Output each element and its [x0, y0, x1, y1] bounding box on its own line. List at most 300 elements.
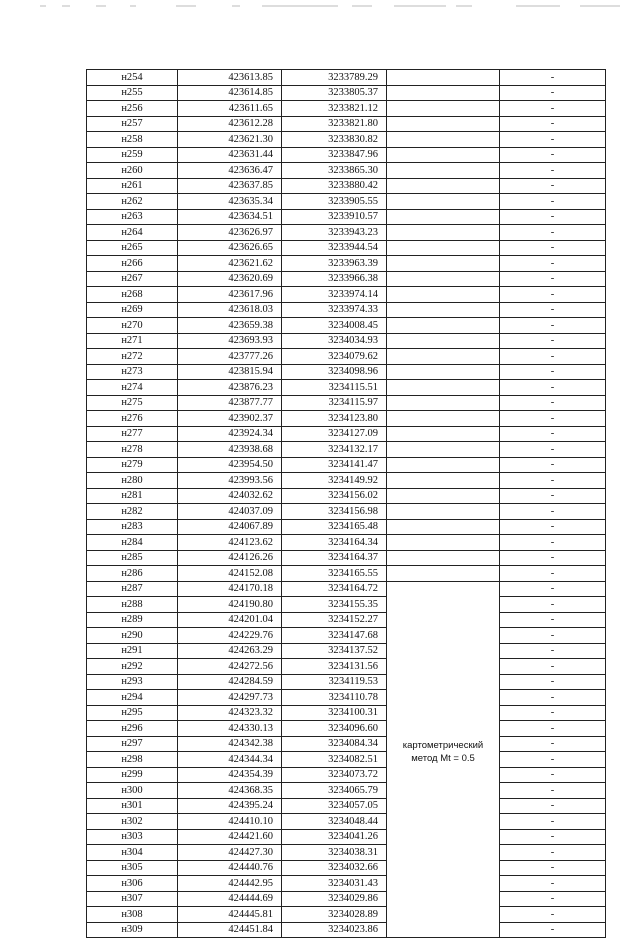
- value-cell: -: [500, 736, 606, 752]
- x-coordinate-cell: 424263.29: [178, 643, 282, 659]
- y-coordinate-cell: 3234032.66: [282, 860, 387, 876]
- x-coordinate-cell: 424342.38: [178, 736, 282, 752]
- y-coordinate-cell: 3234115.97: [282, 395, 387, 411]
- method-cell: [387, 829, 500, 845]
- y-coordinate-cell: 3233880.42: [282, 178, 387, 194]
- point-id-cell: н280: [87, 473, 178, 489]
- y-coordinate-cell: 3234084.34: [282, 736, 387, 752]
- value-cell: -: [500, 473, 606, 489]
- y-coordinate-cell: 3233944.54: [282, 240, 387, 256]
- point-id-cell: н263: [87, 209, 178, 225]
- method-cell: [387, 240, 500, 256]
- y-coordinate-cell: 3234123.80: [282, 411, 387, 427]
- x-coordinate-cell: 423634.51: [178, 209, 282, 225]
- x-coordinate-cell: 423993.56: [178, 473, 282, 489]
- point-id-cell: н264: [87, 225, 178, 241]
- value-cell: -: [500, 566, 606, 582]
- value-cell: -: [500, 643, 606, 659]
- table-row: [87, 535, 606, 551]
- value-cell: -: [500, 860, 606, 876]
- point-id-cell: н309: [87, 922, 178, 938]
- point-id-cell: н281: [87, 488, 178, 504]
- x-coordinate-cell: 423636.47: [178, 163, 282, 179]
- y-coordinate-cell: 3234152.27: [282, 612, 387, 628]
- value-cell: -: [500, 705, 606, 721]
- table-row: [87, 395, 606, 411]
- value-cell: -: [500, 85, 606, 101]
- point-id-cell: н307: [87, 891, 178, 907]
- table-row: [87, 922, 606, 938]
- method-cell: [387, 132, 500, 148]
- point-id-cell: н302: [87, 814, 178, 830]
- method-cell: [387, 705, 500, 721]
- y-coordinate-cell: 3234165.48: [282, 519, 387, 535]
- method-cell: [387, 442, 500, 458]
- method-cell: [387, 364, 500, 380]
- table-row: [87, 643, 606, 659]
- method-cell: [387, 721, 500, 737]
- x-coordinate-cell: 423876.23: [178, 380, 282, 396]
- x-coordinate-cell: 424440.76: [178, 860, 282, 876]
- table-body-lower: [87, 581, 606, 938]
- value-cell: -: [500, 597, 606, 613]
- y-coordinate-cell: 3233966.38: [282, 271, 387, 287]
- method-cell: [387, 504, 500, 520]
- table-row: [87, 209, 606, 225]
- value-cell: -: [500, 194, 606, 210]
- table-row: [87, 628, 606, 644]
- x-coordinate-cell: 424344.34: [178, 752, 282, 768]
- method-cell: [387, 876, 500, 892]
- table-row: [87, 845, 606, 861]
- y-coordinate-cell: 3234165.55: [282, 566, 387, 582]
- value-cell: -: [500, 101, 606, 117]
- value-cell: -: [500, 674, 606, 690]
- value-cell: -: [500, 147, 606, 163]
- table-row: [87, 814, 606, 830]
- value-cell: -: [500, 163, 606, 179]
- table-row: [87, 488, 606, 504]
- value-cell: -: [500, 752, 606, 768]
- x-coordinate-cell: 424067.89: [178, 519, 282, 535]
- y-coordinate-cell: 3233974.33: [282, 302, 387, 318]
- method-cell: [387, 612, 500, 628]
- y-coordinate-cell: 3234029.86: [282, 891, 387, 907]
- x-coordinate-cell: 423621.62: [178, 256, 282, 272]
- y-coordinate-cell: 3233963.39: [282, 256, 387, 272]
- value-cell: -: [500, 364, 606, 380]
- method-cell: [387, 767, 500, 783]
- y-coordinate-cell: 3234100.31: [282, 705, 387, 721]
- method-cell: [387, 783, 500, 799]
- table-row: [87, 860, 606, 876]
- table-row: [87, 705, 606, 721]
- method-cell: [387, 473, 500, 489]
- point-id-cell: н287: [87, 581, 178, 597]
- x-coordinate-cell: 424126.26: [178, 550, 282, 566]
- method-cell: [387, 550, 500, 566]
- value-cell: -: [500, 380, 606, 396]
- value-cell: -: [500, 814, 606, 830]
- point-id-cell: н274: [87, 380, 178, 396]
- table-row: [87, 132, 606, 148]
- table-row: [87, 783, 606, 799]
- point-id-cell: н289: [87, 612, 178, 628]
- y-coordinate-cell: 3234156.02: [282, 488, 387, 504]
- point-id-cell: н290: [87, 628, 178, 644]
- x-coordinate-cell: 423635.34: [178, 194, 282, 210]
- point-id-cell: н262: [87, 194, 178, 210]
- coordinates-table: [86, 69, 606, 938]
- value-cell: -: [500, 225, 606, 241]
- x-coordinate-cell: 424229.76: [178, 628, 282, 644]
- y-coordinate-cell: 3234031.43: [282, 876, 387, 892]
- table-row: [87, 798, 606, 814]
- y-coordinate-cell: 3234164.72: [282, 581, 387, 597]
- value-cell: -: [500, 783, 606, 799]
- table-row: [87, 240, 606, 256]
- point-id-cell: н255: [87, 85, 178, 101]
- x-coordinate-cell: 424272.56: [178, 659, 282, 675]
- y-coordinate-cell: 3234008.45: [282, 318, 387, 334]
- x-coordinate-cell: 423614.85: [178, 85, 282, 101]
- point-id-cell: н258: [87, 132, 178, 148]
- method-cell: [387, 333, 500, 349]
- x-coordinate-cell: 423637.85: [178, 178, 282, 194]
- y-coordinate-cell: 3234023.86: [282, 922, 387, 938]
- table-row: [87, 333, 606, 349]
- value-cell: -: [500, 457, 606, 473]
- value-cell: -: [500, 349, 606, 365]
- point-id-cell: н294: [87, 690, 178, 706]
- x-coordinate-cell: 423877.77: [178, 395, 282, 411]
- x-coordinate-cell: 423626.97: [178, 225, 282, 241]
- method-cell: [387, 426, 500, 442]
- table-row: [87, 70, 606, 86]
- value-cell: -: [500, 178, 606, 194]
- y-coordinate-cell: 3234155.35: [282, 597, 387, 613]
- y-coordinate-cell: 3234041.26: [282, 829, 387, 845]
- method-cell: [387, 566, 500, 582]
- method-cell: [387, 395, 500, 411]
- value-cell: -: [500, 798, 606, 814]
- method-cell: [387, 922, 500, 938]
- y-coordinate-cell: 3233821.12: [282, 101, 387, 117]
- y-coordinate-cell: 3234079.62: [282, 349, 387, 365]
- point-id-cell: н286: [87, 566, 178, 582]
- table-row: [87, 411, 606, 427]
- table-row: [87, 225, 606, 241]
- x-coordinate-cell: 424421.60: [178, 829, 282, 845]
- x-coordinate-cell: 423631.44: [178, 147, 282, 163]
- table-row: [87, 426, 606, 442]
- x-coordinate-cell: 424395.24: [178, 798, 282, 814]
- method-cell: [387, 318, 500, 334]
- point-id-cell: н277: [87, 426, 178, 442]
- point-id-cell: н300: [87, 783, 178, 799]
- y-coordinate-cell: 3234048.44: [282, 814, 387, 830]
- x-coordinate-cell: 423693.93: [178, 333, 282, 349]
- point-id-cell: н268: [87, 287, 178, 303]
- point-id-cell: н270: [87, 318, 178, 334]
- value-cell: -: [500, 302, 606, 318]
- x-coordinate-cell: 424354.39: [178, 767, 282, 783]
- x-coordinate-cell: 423902.37: [178, 411, 282, 427]
- y-coordinate-cell: 3234132.17: [282, 442, 387, 458]
- y-coordinate-cell: 3233847.96: [282, 147, 387, 163]
- point-id-cell: н284: [87, 535, 178, 551]
- point-id-cell: н299: [87, 767, 178, 783]
- method-cell: [387, 690, 500, 706]
- point-id-cell: н272: [87, 349, 178, 365]
- point-id-cell: н259: [87, 147, 178, 163]
- table-row: [87, 612, 606, 628]
- y-coordinate-cell: 3234115.51: [282, 380, 387, 396]
- table-row: [87, 907, 606, 923]
- method-cell: [387, 163, 500, 179]
- y-coordinate-cell: 3233805.37: [282, 85, 387, 101]
- y-coordinate-cell: 3234073.72: [282, 767, 387, 783]
- point-id-cell: н303: [87, 829, 178, 845]
- point-id-cell: н282: [87, 504, 178, 520]
- x-coordinate-cell: 424323.32: [178, 705, 282, 721]
- y-coordinate-cell: 3233974.14: [282, 287, 387, 303]
- table-row: [87, 318, 606, 334]
- value-cell: -: [500, 488, 606, 504]
- point-id-cell: н267: [87, 271, 178, 287]
- x-coordinate-cell: 423815.94: [178, 364, 282, 380]
- table-row: [87, 101, 606, 117]
- point-id-cell: н285: [87, 550, 178, 566]
- table-row: [87, 674, 606, 690]
- point-id-cell: н292: [87, 659, 178, 675]
- x-coordinate-cell: 424451.84: [178, 922, 282, 938]
- x-coordinate-cell: 424037.09: [178, 504, 282, 520]
- x-coordinate-cell: 424032.62: [178, 488, 282, 504]
- point-id-cell: н254: [87, 70, 178, 86]
- y-coordinate-cell: 3234034.93: [282, 333, 387, 349]
- method-cell: [387, 519, 500, 535]
- method-cell: [387, 628, 500, 644]
- point-id-cell: н257: [87, 116, 178, 132]
- table-row: [87, 116, 606, 132]
- x-coordinate-cell: 424284.59: [178, 674, 282, 690]
- table-row: [87, 178, 606, 194]
- method-cell: [387, 101, 500, 117]
- point-id-cell: н261: [87, 178, 178, 194]
- x-coordinate-cell: 423611.65: [178, 101, 282, 117]
- table-row: [87, 519, 606, 535]
- value-cell: -: [500, 240, 606, 256]
- table-row: [87, 597, 606, 613]
- value-cell: -: [500, 70, 606, 86]
- x-coordinate-cell: 424444.69: [178, 891, 282, 907]
- point-id-cell: н269: [87, 302, 178, 318]
- table-row: [87, 876, 606, 892]
- value-cell: -: [500, 628, 606, 644]
- x-coordinate-cell: 423617.96: [178, 287, 282, 303]
- x-coordinate-cell: 424427.30: [178, 845, 282, 861]
- x-coordinate-cell: 424190.80: [178, 597, 282, 613]
- value-cell: -: [500, 581, 606, 597]
- method-cell: [387, 798, 500, 814]
- x-coordinate-cell: 424123.62: [178, 535, 282, 551]
- x-coordinate-cell: 424201.04: [178, 612, 282, 628]
- y-coordinate-cell: 3234127.09: [282, 426, 387, 442]
- point-id-cell: н283: [87, 519, 178, 535]
- table-row: [87, 302, 606, 318]
- y-coordinate-cell: 3234096.60: [282, 721, 387, 737]
- table-row: [87, 287, 606, 303]
- method-cell: [387, 535, 500, 551]
- point-id-cell: н296: [87, 721, 178, 737]
- method-cell: [387, 147, 500, 163]
- value-cell: -: [500, 442, 606, 458]
- y-coordinate-cell: 3233821.80: [282, 116, 387, 132]
- x-coordinate-cell: 423626.65: [178, 240, 282, 256]
- value-cell: -: [500, 132, 606, 148]
- point-id-cell: н279: [87, 457, 178, 473]
- value-cell: -: [500, 116, 606, 132]
- value-cell: -: [500, 411, 606, 427]
- table-row: [87, 566, 606, 582]
- table-row: [87, 581, 606, 597]
- method-cell: [387, 674, 500, 690]
- table-row: [87, 721, 606, 737]
- table-row: [87, 194, 606, 210]
- y-coordinate-cell: 3234028.89: [282, 907, 387, 923]
- value-cell: -: [500, 876, 606, 892]
- table-row: [87, 473, 606, 489]
- table-row: [87, 659, 606, 675]
- value-cell: -: [500, 333, 606, 349]
- method-cell: [387, 457, 500, 473]
- y-coordinate-cell: 3234149.92: [282, 473, 387, 489]
- y-coordinate-cell: 3234137.52: [282, 643, 387, 659]
- method-cell: [387, 845, 500, 861]
- y-coordinate-cell: 3234038.31: [282, 845, 387, 861]
- x-coordinate-cell: 424297.73: [178, 690, 282, 706]
- point-id-cell: н304: [87, 845, 178, 861]
- value-cell: -: [500, 922, 606, 938]
- value-cell: -: [500, 287, 606, 303]
- method-cell: [387, 287, 500, 303]
- table-row: [87, 457, 606, 473]
- method-cell: [387, 891, 500, 907]
- method-cell: [387, 488, 500, 504]
- point-id-cell: н297: [87, 736, 178, 752]
- method-cell: [387, 380, 500, 396]
- table-row: [87, 271, 606, 287]
- y-coordinate-cell: 3234082.51: [282, 752, 387, 768]
- y-coordinate-cell: 3233943.23: [282, 225, 387, 241]
- table-row: [87, 504, 606, 520]
- y-coordinate-cell: 3234156.98: [282, 504, 387, 520]
- point-id-cell: н298: [87, 752, 178, 768]
- table-row: [87, 163, 606, 179]
- point-id-cell: н265: [87, 240, 178, 256]
- x-coordinate-cell: 424152.08: [178, 566, 282, 582]
- point-id-cell: н288: [87, 597, 178, 613]
- coordinates-table-container: [86, 69, 592, 938]
- x-coordinate-cell: 423620.69: [178, 271, 282, 287]
- method-cell: [387, 194, 500, 210]
- value-cell: -: [500, 829, 606, 845]
- method-cell: [387, 581, 500, 597]
- table-row: [87, 891, 606, 907]
- scan-artifact-marks: [0, 0, 640, 14]
- point-id-cell: н291: [87, 643, 178, 659]
- scan-header-noise: [0, 0, 640, 14]
- point-id-cell: н266: [87, 256, 178, 272]
- method-cell: [387, 411, 500, 427]
- value-cell: -: [500, 690, 606, 706]
- table-row: [87, 829, 606, 845]
- point-id-cell: н260: [87, 163, 178, 179]
- method-cell: [387, 116, 500, 132]
- table-row: [87, 690, 606, 706]
- method-cell: [387, 70, 500, 86]
- point-id-cell: н305: [87, 860, 178, 876]
- x-coordinate-cell: 423621.30: [178, 132, 282, 148]
- point-id-cell: н306: [87, 876, 178, 892]
- method-cell: [387, 85, 500, 101]
- method-label-line1: картометрический: [387, 736, 500, 752]
- table-row: [87, 256, 606, 272]
- value-cell: -: [500, 550, 606, 566]
- y-coordinate-cell: 3233905.55: [282, 194, 387, 210]
- x-coordinate-cell: 423659.38: [178, 318, 282, 334]
- y-coordinate-cell: 3234141.47: [282, 457, 387, 473]
- table-row: [87, 550, 606, 566]
- y-coordinate-cell: 3233910.57: [282, 209, 387, 225]
- method-cell: [387, 209, 500, 225]
- value-cell: -: [500, 426, 606, 442]
- method-cell: [387, 597, 500, 613]
- method-label-line2: метод Mt = 0.5: [387, 752, 500, 768]
- table-row: [87, 364, 606, 380]
- x-coordinate-cell: 424368.35: [178, 783, 282, 799]
- point-id-cell: н276: [87, 411, 178, 427]
- y-coordinate-cell: 3234119.53: [282, 674, 387, 690]
- value-cell: -: [500, 209, 606, 225]
- value-cell: -: [500, 659, 606, 675]
- value-cell: -: [500, 504, 606, 520]
- y-coordinate-cell: 3233789.29: [282, 70, 387, 86]
- method-cell: [387, 814, 500, 830]
- x-coordinate-cell: 424442.95: [178, 876, 282, 892]
- value-cell: -: [500, 318, 606, 334]
- table-body-upper: [87, 70, 606, 582]
- point-id-cell: н295: [87, 705, 178, 721]
- x-coordinate-cell: 423618.03: [178, 302, 282, 318]
- value-cell: -: [500, 907, 606, 923]
- value-cell: -: [500, 519, 606, 535]
- point-id-cell: н278: [87, 442, 178, 458]
- table-row: [87, 349, 606, 365]
- method-cell: [387, 178, 500, 194]
- value-cell: -: [500, 767, 606, 783]
- method-cell: [387, 860, 500, 876]
- method-cell: [387, 225, 500, 241]
- method-cell: [387, 659, 500, 675]
- value-cell: -: [500, 612, 606, 628]
- table-row: [87, 767, 606, 783]
- y-coordinate-cell: 3234164.37: [282, 550, 387, 566]
- table-row: [87, 736, 606, 752]
- y-coordinate-cell: 3233865.30: [282, 163, 387, 179]
- y-coordinate-cell: 3233830.82: [282, 132, 387, 148]
